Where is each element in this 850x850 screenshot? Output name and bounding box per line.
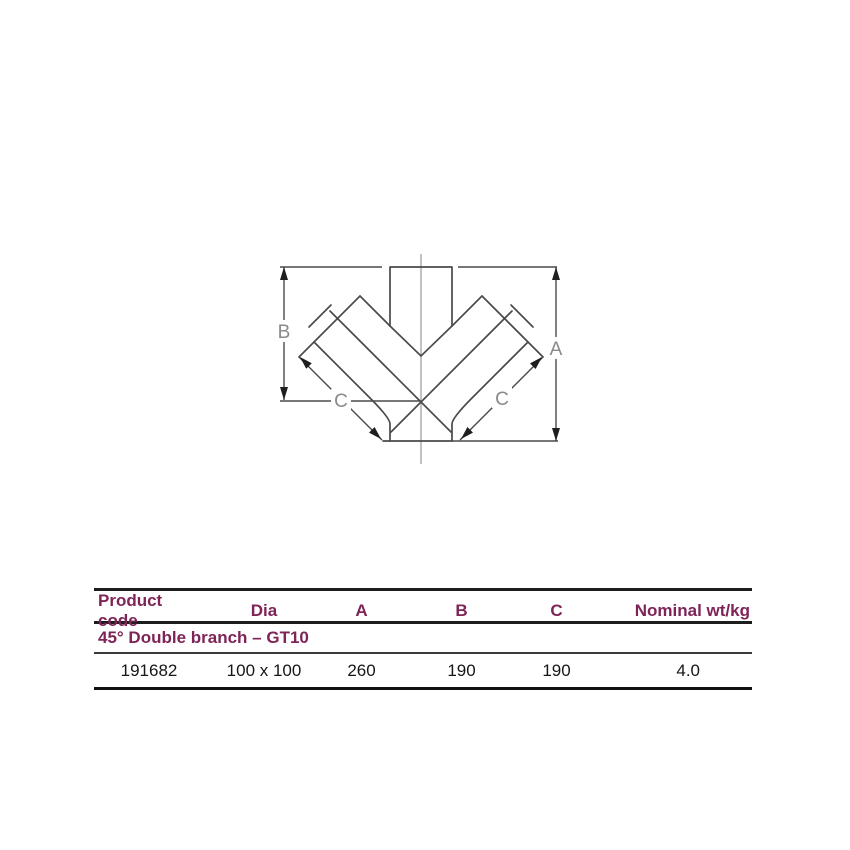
arrow-C-right-up (530, 357, 542, 369)
right-branch-lower-wall (452, 342, 528, 441)
dim-label-c-left: C (334, 391, 348, 412)
right-branch-inner-line (391, 311, 512, 432)
arrow-B-up (280, 267, 288, 280)
dim-label-b: B (277, 322, 291, 343)
header-cell-product-code: Product code (98, 591, 163, 630)
cell-nominal-wt: 4.0 (676, 660, 700, 680)
cell-c: 190 (542, 660, 571, 680)
spec-table (94, 588, 752, 690)
left-branch-lower-wall (314, 342, 390, 441)
arrow-A-down (552, 428, 560, 441)
table-section-row (94, 624, 752, 654)
dim-label-a: A (549, 339, 563, 360)
left-socket-depth-tick (309, 305, 331, 327)
header-cell-b: B (455, 601, 468, 620)
arrow-A-up (552, 267, 560, 280)
cell-b: 190 (447, 660, 476, 680)
header-cell-c: C (550, 601, 563, 620)
dim-label-c-right: C (495, 389, 509, 410)
right-socket-depth-tick (511, 305, 533, 327)
right-branch-end-face (482, 296, 543, 357)
right-branch-upper-wall (452, 296, 482, 326)
header-cell-dia: Dia (250, 601, 278, 620)
cell-dia: 100 x 100 (226, 660, 302, 680)
label-gaps (275, 320, 565, 410)
header-cell-nominal-wt: Nominal wt/kg (634, 601, 750, 620)
arrow-B-down (280, 387, 288, 400)
left-branch-inner-line (330, 311, 451, 432)
left-branch-upper-wall (360, 296, 390, 326)
arrow-C-left-up (300, 357, 312, 369)
section-title: 45° Double branch – GT10 (98, 628, 309, 647)
table-row (94, 654, 752, 687)
cell-product-code: 191682 (120, 660, 178, 680)
table-header-row (94, 591, 752, 630)
cell-a: 260 (347, 660, 376, 680)
header-cell-a: A (355, 601, 368, 620)
left-branch-end-face (299, 296, 360, 357)
